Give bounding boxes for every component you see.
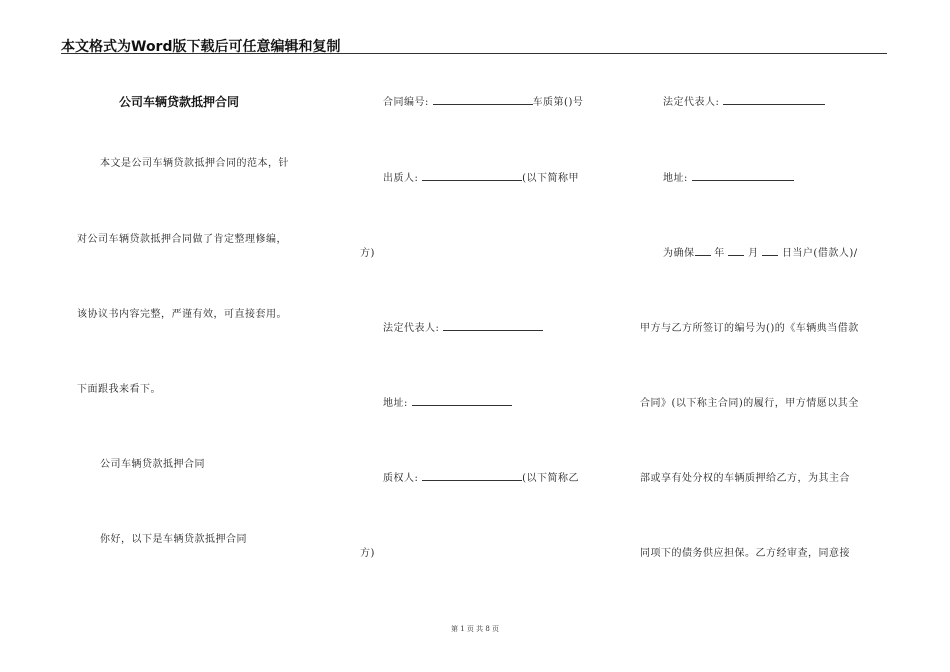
contract-number-blank[interactable] — [433, 95, 533, 105]
intro-paragraph-line-4: 下面跟我来看下。 — [77, 384, 161, 395]
legal-rep-blank[interactable] — [443, 321, 543, 331]
pledgee-end: 方) — [360, 548, 375, 559]
greeting-line: 你好，以下是车辆贷款抵押合同 — [100, 534, 247, 545]
guarantee-text-a: 为确保 — [663, 248, 695, 259]
guarantee-date-line — [663, 244, 858, 259]
pledgee-legal-rep-line — [663, 93, 825, 108]
pledgor-line — [383, 169, 579, 184]
pledgee-suffix: (以下简称乙 — [522, 473, 579, 484]
pledgor-address-line — [383, 394, 512, 409]
document-header: 本文格式为Word版下载后可任意编辑和复制 — [61, 39, 341, 55]
body-line-4: 同项下的债务供应担保。乙方经审查，同意接 — [640, 548, 850, 559]
year-blank[interactable] — [695, 246, 711, 256]
pledgor-label: 出质人: — [383, 173, 419, 184]
legal-rep-label-2: 法定代表人: — [663, 97, 720, 108]
year-label: 年 — [714, 248, 725, 259]
pledgor-suffix: (以下简称甲 — [522, 173, 579, 184]
intro-paragraph-line-3: 该协议书内容完整，严谨有效，可直接套用。 — [77, 309, 287, 320]
body-line-3: 部或享有处分权的车辆质押给乙方，为其主合 — [640, 473, 850, 484]
guarantee-text-d: 日当户(借款人)/ — [781, 248, 858, 259]
section-heading: 公司车辆贷款抵押合同 — [100, 459, 205, 470]
pledgor-legal-rep-line — [383, 319, 543, 334]
month-label: 月 — [748, 248, 759, 259]
intro-paragraph-line-2: 对公司车辆贷款抵押合同做了肯定整理修编， — [77, 234, 287, 245]
intro-paragraph-line-1: 本文是公司车辆贷款抵押合同的范本，针 — [100, 158, 289, 169]
pledgee-blank[interactable] — [422, 471, 522, 481]
body-line-2: 合同》(以下称主合同)的履行，甲方情愿以其全 — [640, 398, 859, 409]
page-number: 第 1 页 共 8 页 — [450, 625, 500, 633]
contract-number-line — [383, 93, 583, 108]
document-title: 公司车辆贷款抵押合同 — [119, 95, 240, 109]
contract-number-label: 合同编号: — [383, 97, 429, 108]
address-label-2: 地址: — [663, 173, 688, 184]
day-blank[interactable] — [762, 246, 778, 256]
address-blank-2[interactable] — [692, 171, 794, 181]
legal-rep-label: 法定代表人: — [383, 323, 440, 334]
pledgee-line — [383, 469, 579, 484]
address-blank[interactable] — [412, 396, 512, 406]
pledgee-label: 质权人: — [383, 473, 419, 484]
legal-rep-blank-2[interactable] — [723, 95, 825, 105]
contract-number-suffix: 车质第()号 — [532, 97, 584, 108]
pledgor-end: 方) — [360, 248, 375, 259]
address-label: 地址: — [383, 398, 408, 409]
pledgee-address-line — [663, 169, 794, 184]
header-divider — [61, 53, 887, 54]
pledgor-blank[interactable] — [422, 171, 522, 181]
body-line-1: 甲方与乙方所签订的编号为()的《车辆典当借款 — [640, 323, 859, 334]
month-blank[interactable] — [728, 246, 744, 256]
